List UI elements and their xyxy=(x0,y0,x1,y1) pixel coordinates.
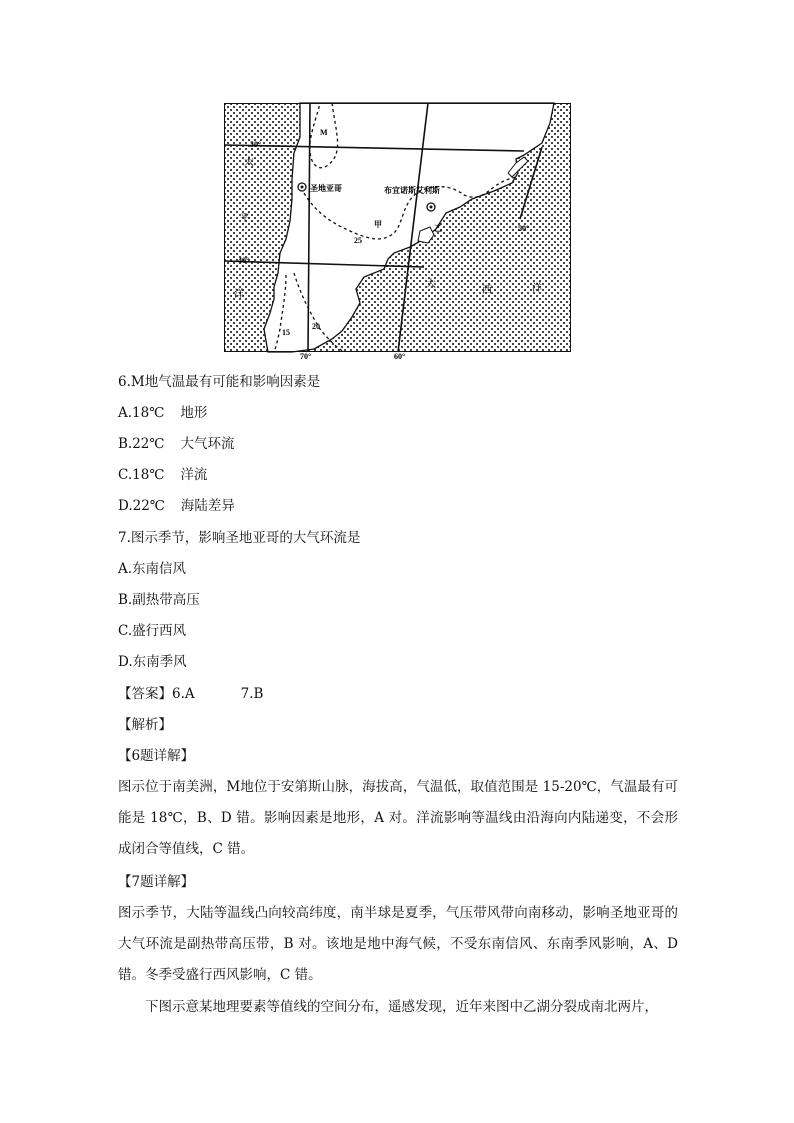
q7-stem: 7.图示季节，影响圣地亚哥的大气环流是 xyxy=(118,530,361,546)
analysis-7-heading: 【7题详解】 xyxy=(118,874,195,890)
label-60: 60° xyxy=(394,352,406,361)
q6-stem: 6.M地气温最有可能和影响因素是 xyxy=(118,374,321,390)
q6-option-d-letter: D.22℃ xyxy=(118,498,165,514)
q7-option-d: D.东南季风 xyxy=(118,654,187,670)
q6-option-a-text: 地形 xyxy=(180,405,208,421)
label-15: 15 xyxy=(282,328,290,337)
label-20: 20 xyxy=(312,322,320,331)
south-america-isotherm-map xyxy=(224,103,571,361)
map-figure xyxy=(224,103,571,361)
q6-option-b-text: 大气环流 xyxy=(180,436,235,452)
label-m: M xyxy=(320,128,328,137)
q6-option-b-letter: B.22℃ xyxy=(118,436,165,452)
label-pacific-3: 洋 xyxy=(234,289,244,300)
label-atlantic-3: 洋 xyxy=(532,283,542,294)
q6-option-d xyxy=(118,496,235,516)
label-40: 40° xyxy=(238,256,250,265)
label-atlantic-2: 西 xyxy=(482,285,492,296)
label-atlantic-1: 大 xyxy=(426,279,436,290)
label-jia: 甲 xyxy=(374,220,382,229)
answer-line xyxy=(118,684,263,704)
answer-6: 6.A xyxy=(172,686,195,702)
label-pacific-1: 太 xyxy=(244,157,254,168)
label-30: 30° xyxy=(250,140,262,149)
q6-option-d-text: 海陆差异 xyxy=(180,498,235,514)
q7-option-b: B.副热带高压 xyxy=(118,592,200,608)
label-yi: 乙 xyxy=(434,224,442,233)
label-50: 50° xyxy=(518,224,530,233)
analysis-6-text: 图示位于南美洲，M地位于安第斯山脉，海拔高，气温低，取值范围是 15-20℃，气温最有可能是 18℃，B、D 错。影响因素是地形，A 对。洋流影响等温线由沿海向内陆递变，不会形成闭合等值线，C 错。 xyxy=(118,779,678,857)
label-25: 25 xyxy=(354,236,362,245)
q6-option-c-text: 洋流 xyxy=(180,467,208,483)
analysis-7-text: 图示季节，大陆等温线凸向较高纬度，南半球是夏季，气压带风带向南移动，影响圣地亚哥的大气环流是副热带高压带，B 对。该地是地中海气候，不受东南信风、东南季风影响，A、D 错。冬季受盛行西风影响，C 错。 xyxy=(118,905,678,983)
label-70: 70° xyxy=(300,352,312,361)
q6-option-a xyxy=(118,403,207,423)
q6-option-c-letter: C.18℃ xyxy=(118,467,165,483)
answer-7: 7.B xyxy=(240,686,264,702)
label-buenos-aires: 布宜诺斯艾利斯 xyxy=(384,186,440,195)
q7-option-a: A.东南信风 xyxy=(118,561,187,577)
next-question-intro: 下图示意某地理要素等值线的空间分布，遥感发现，近年来图中乙湖分裂成南北两片， xyxy=(145,999,658,1015)
analysis-label: 【解析】 xyxy=(118,717,172,733)
q7-option-c: C.盛行西风 xyxy=(118,623,187,639)
answer-label: 【答案】 xyxy=(118,686,172,702)
analysis-6-heading: 【6题详解】 xyxy=(118,748,195,764)
q6-option-c xyxy=(118,465,207,485)
label-pacific-2: 平 xyxy=(240,213,250,224)
label-santiago: 圣地亚哥 xyxy=(310,184,342,193)
q6-option-a-letter: A.18℃ xyxy=(118,405,165,421)
q6-option-b xyxy=(118,434,235,454)
